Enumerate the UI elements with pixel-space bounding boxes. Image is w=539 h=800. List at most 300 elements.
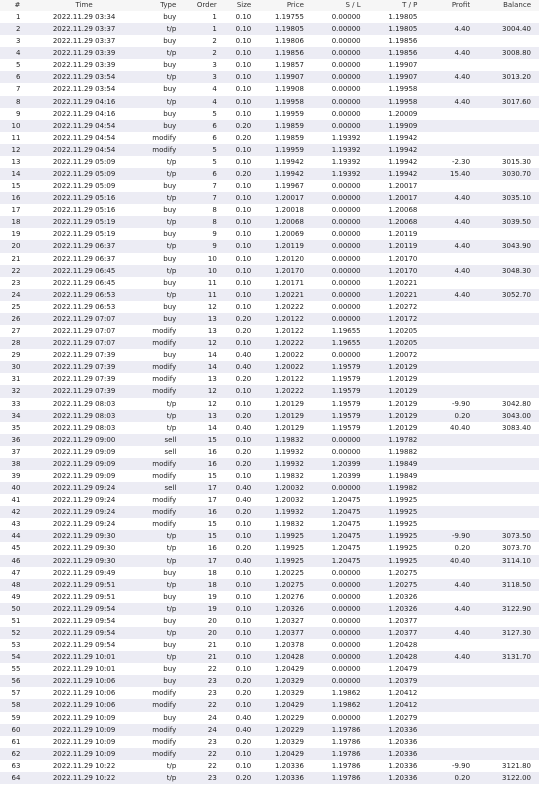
cell-num: 38 xyxy=(11,459,21,468)
cell-time: 2022.11.29 10:09 xyxy=(52,713,116,722)
table-row[interactable] xyxy=(0,265,539,277)
cell-balance xyxy=(474,11,539,23)
table-row[interactable] xyxy=(0,277,539,289)
cell-order: 22 xyxy=(207,749,217,758)
cell-time: 2022.11.29 07:39 xyxy=(52,387,116,396)
table-row[interactable] xyxy=(0,410,539,422)
cell-stop-loss: 0.00000 xyxy=(331,109,361,118)
cell-num: 63 xyxy=(11,761,21,770)
cell-balance xyxy=(474,615,539,627)
cell-order: 6 xyxy=(212,121,217,130)
cell-price: 1.20222 xyxy=(274,339,304,348)
table-row[interactable] xyxy=(0,772,539,784)
cell-take-profit: 1.20428 xyxy=(388,653,418,662)
cell-take-profit: 1.19907 xyxy=(388,73,418,82)
table-row[interactable] xyxy=(0,83,539,95)
header-balance[interactable]: Balance xyxy=(503,1,531,9)
cell-size: 0.20 xyxy=(235,411,252,420)
cell-balance xyxy=(474,180,539,192)
cell-type: buy xyxy=(163,121,177,130)
cell-take-profit: 1.20170 xyxy=(388,266,418,275)
cell-time: 2022.11.29 03:34 xyxy=(52,13,116,21)
table-row[interactable] xyxy=(0,228,539,240)
cell-profit: 40.40 xyxy=(450,423,471,432)
cell-size: 0.40 xyxy=(235,556,252,565)
cell-profit: 4.40 xyxy=(454,218,471,227)
cell-price: 1.20377 xyxy=(274,628,304,637)
table-row[interactable] xyxy=(0,470,539,482)
cell-profit: 4.40 xyxy=(454,242,471,251)
table-row[interactable] xyxy=(0,675,539,687)
cell-profit: 4.40 xyxy=(454,194,471,203)
cell-num: 33 xyxy=(11,399,21,408)
cell-profit xyxy=(419,325,474,337)
cell-time: 2022.11.29 07:39 xyxy=(52,375,116,384)
cell-price: 1.20225 xyxy=(274,568,304,577)
cell-profit: 4.40 xyxy=(454,97,471,106)
table-row[interactable] xyxy=(0,385,539,397)
cell-profit: 15.40 xyxy=(450,170,471,179)
cell-size: 0.20 xyxy=(235,544,252,553)
cell-time: 2022.11.29 09:51 xyxy=(52,592,116,601)
cell-price: 1.19755 xyxy=(274,13,304,21)
cell-price: 1.20378 xyxy=(274,641,304,650)
cell-time: 2022.11.29 10:09 xyxy=(52,749,116,758)
cell-take-profit: 1.19849 xyxy=(388,459,418,468)
cell-take-profit: 1.19849 xyxy=(388,471,418,480)
cell-balance xyxy=(474,35,539,47)
cell-profit xyxy=(419,748,474,760)
cell-num: 62 xyxy=(11,749,21,758)
cell-balance xyxy=(474,470,539,482)
table-row[interactable] xyxy=(0,240,539,252)
table-row[interactable] xyxy=(0,47,539,59)
cell-stop-loss: 0.00000 xyxy=(331,592,361,601)
cell-size: 0.10 xyxy=(235,568,252,577)
cell-stop-loss: 0.00000 xyxy=(331,13,361,21)
table-row[interactable] xyxy=(0,204,539,216)
cell-type: buy xyxy=(163,314,177,323)
cell-type: buy xyxy=(163,713,177,722)
cell-profit xyxy=(419,11,474,23)
cell-profit xyxy=(419,518,474,530)
cell-take-profit: 1.20336 xyxy=(388,749,418,758)
table-row[interactable] xyxy=(0,591,539,603)
cell-balance xyxy=(474,204,539,216)
cell-num: 52 xyxy=(11,628,21,637)
cell-type: modify xyxy=(152,749,177,758)
table-row[interactable] xyxy=(0,11,539,23)
cell-stop-loss: 0.00000 xyxy=(331,314,361,323)
cell-stop-loss: 1.20475 xyxy=(331,520,361,529)
cell-size: 0.20 xyxy=(235,447,252,456)
table-row[interactable] xyxy=(0,627,539,639)
cell-balance xyxy=(474,59,539,71)
table-row[interactable] xyxy=(0,253,539,265)
table-row[interactable] xyxy=(0,59,539,71)
cell-profit xyxy=(419,144,474,156)
table-row[interactable] xyxy=(0,458,539,470)
cell-balance xyxy=(474,724,539,736)
cell-balance xyxy=(474,120,539,132)
table-row[interactable] xyxy=(0,96,539,108)
cell-num: 61 xyxy=(11,737,21,746)
header-take-profit[interactable]: T / P xyxy=(402,1,418,9)
cell-order: 5 xyxy=(212,145,217,154)
table-header xyxy=(0,0,539,11)
cell-price: 1.20429 xyxy=(274,665,304,674)
cell-time: 2022.11.29 09:24 xyxy=(52,520,116,529)
cell-take-profit: 1.20221 xyxy=(388,290,418,299)
cell-profit: 4.40 xyxy=(454,73,471,82)
header-type[interactable]: Type xyxy=(160,1,177,9)
cell-type: buy xyxy=(163,37,177,46)
table-row[interactable] xyxy=(0,120,539,132)
table-row[interactable] xyxy=(0,567,539,579)
cell-order: 13 xyxy=(207,411,217,420)
table-row[interactable] xyxy=(0,301,539,313)
cell-order: 17 xyxy=(207,496,217,505)
cell-order: 20 xyxy=(207,616,217,625)
cell-profit: 4.40 xyxy=(454,628,471,637)
table-row[interactable] xyxy=(0,349,539,361)
cell-take-profit: 1.19925 xyxy=(388,508,418,517)
cell-type: t/p xyxy=(166,628,177,637)
cell-balance xyxy=(474,675,539,687)
cell-time: 2022.11.29 05:19 xyxy=(52,230,116,239)
table-row[interactable] xyxy=(0,325,539,337)
cell-stop-loss: 1.20399 xyxy=(331,459,361,468)
cell-balance xyxy=(474,132,539,144)
cell-order: 6 xyxy=(212,133,217,142)
table-row[interactable] xyxy=(0,699,539,711)
cell-profit xyxy=(419,59,474,71)
cell-stop-loss: 1.19579 xyxy=(331,363,361,372)
cell-size: 0.10 xyxy=(235,25,252,34)
table-row[interactable] xyxy=(0,494,539,506)
cell-size: 0.10 xyxy=(235,218,252,227)
cell-price: 1.19832 xyxy=(274,520,304,529)
cell-size: 0.10 xyxy=(235,206,252,215)
cell-profit xyxy=(419,35,474,47)
table-row[interactable] xyxy=(0,651,539,663)
table-row[interactable] xyxy=(0,748,539,760)
cell-order: 8 xyxy=(212,206,217,215)
cell-num: 41 xyxy=(11,496,21,505)
cell-stop-loss: 1.19579 xyxy=(331,423,361,432)
header-size[interactable]: Size xyxy=(236,1,252,9)
table-row[interactable] xyxy=(0,361,539,373)
cell-order: 12 xyxy=(207,339,217,348)
cell-type: t/p xyxy=(166,242,177,251)
cell-num: 27 xyxy=(11,327,21,336)
cell-time: 2022.11.29 03:39 xyxy=(52,61,116,70)
cell-take-profit: 1.19942 xyxy=(388,170,418,179)
table-row[interactable] xyxy=(0,373,539,385)
cell-type: buy xyxy=(163,85,177,94)
cell-time: 2022.11.29 10:09 xyxy=(52,737,116,746)
cell-time: 2022.11.29 04:16 xyxy=(52,97,116,106)
table-row[interactable] xyxy=(0,530,539,542)
cell-type: t/p xyxy=(166,423,177,432)
cell-type: modify xyxy=(152,145,177,154)
cell-type: buy xyxy=(163,302,177,311)
cell-type: t/p xyxy=(166,653,177,662)
cell-num: 58 xyxy=(11,701,21,710)
cell-price: 1.19959 xyxy=(274,145,304,154)
table-row[interactable] xyxy=(0,132,539,144)
cell-price: 1.19908 xyxy=(274,85,304,94)
cell-profit xyxy=(419,108,474,120)
cell-balance xyxy=(474,228,539,240)
cell-price: 1.20275 xyxy=(274,580,304,589)
cell-profit xyxy=(419,180,474,192)
cell-size: 0.10 xyxy=(235,278,252,287)
cell-profit xyxy=(419,639,474,651)
table-row[interactable] xyxy=(0,168,539,180)
table-row[interactable] xyxy=(0,289,539,301)
cell-take-profit: 1.19942 xyxy=(388,157,418,166)
cell-order: 9 xyxy=(212,230,217,239)
table-row[interactable] xyxy=(0,180,539,192)
cell-type: modify xyxy=(152,496,177,505)
cell-order: 15 xyxy=(207,435,217,444)
cell-balance xyxy=(474,349,539,361)
cell-order: 13 xyxy=(207,314,217,323)
cell-time: 2022.11.29 06:45 xyxy=(52,266,116,275)
cell-price: 1.20119 xyxy=(274,242,304,251)
cell-profit xyxy=(419,699,474,711)
cell-balance: 3017.60 xyxy=(502,97,531,106)
table-row[interactable] xyxy=(0,555,539,567)
table-row[interactable] xyxy=(0,192,539,204)
cell-size: 0.20 xyxy=(235,327,252,336)
cell-num: 46 xyxy=(11,556,21,565)
cell-time: 2022.11.29 05:19 xyxy=(52,218,116,227)
cell-balance xyxy=(474,373,539,385)
cell-time: 2022.11.29 09:30 xyxy=(52,544,116,553)
cell-num: 31 xyxy=(11,375,21,384)
cell-stop-loss: 1.19392 xyxy=(331,170,361,179)
cell-stop-loss: 0.00000 xyxy=(331,218,361,227)
cell-type: modify xyxy=(152,689,177,698)
header-stop-loss[interactable]: S / L xyxy=(345,1,361,9)
cell-type: modify xyxy=(152,387,177,396)
cell-order: 22 xyxy=(207,761,217,770)
cell-balance: 3013.20 xyxy=(502,73,531,82)
cell-balance xyxy=(474,591,539,603)
cell-price: 1.19832 xyxy=(274,435,304,444)
cell-num: 21 xyxy=(11,254,21,263)
cell-num: 17 xyxy=(11,206,21,215)
table-row[interactable] xyxy=(0,639,539,651)
cell-num: 37 xyxy=(11,447,21,456)
cell-time: 2022.11.29 06:37 xyxy=(52,242,116,251)
cell-order: 14 xyxy=(207,363,217,372)
cell-balance: 3042.80 xyxy=(502,399,531,408)
cell-size: 0.10 xyxy=(235,761,252,770)
table-row[interactable] xyxy=(0,482,539,494)
cell-size: 0.10 xyxy=(235,157,252,166)
table-row[interactable] xyxy=(0,434,539,446)
cell-stop-loss: 0.00000 xyxy=(331,677,361,686)
cell-time: 2022.11.29 10:22 xyxy=(52,761,116,770)
table-row[interactable] xyxy=(0,446,539,458)
cell-size: 0.10 xyxy=(235,628,252,637)
cell-balance xyxy=(474,639,539,651)
cell-stop-loss: 0.00000 xyxy=(331,302,361,311)
cell-stop-loss: 1.19579 xyxy=(331,387,361,396)
cell-take-profit: 1.19805 xyxy=(388,13,418,21)
table-row[interactable] xyxy=(0,108,539,120)
cell-stop-loss: 1.19786 xyxy=(331,749,361,758)
cell-take-profit: 1.20275 xyxy=(388,568,418,577)
cell-time: 2022.11.29 07:39 xyxy=(52,351,116,360)
cell-price: 1.20122 xyxy=(274,327,304,336)
cell-price: 1.19932 xyxy=(274,459,304,468)
cell-time: 2022.11.29 06:37 xyxy=(52,254,116,263)
cell-profit xyxy=(419,446,474,458)
cell-profit xyxy=(419,120,474,132)
cell-num: 20 xyxy=(11,242,21,251)
cell-take-profit: 1.20336 xyxy=(388,761,418,770)
header-price[interactable]: Price xyxy=(286,1,304,9)
cell-balance xyxy=(474,699,539,711)
cell-time: 2022.11.29 03:54 xyxy=(52,85,116,94)
cell-type: t/p xyxy=(166,290,177,299)
table-row[interactable] xyxy=(0,579,539,591)
cell-profit xyxy=(419,687,474,699)
cell-balance: 3073.50 xyxy=(502,532,531,541)
cell-time: 2022.11.29 09:54 xyxy=(52,604,116,613)
cell-price: 1.20428 xyxy=(274,653,304,662)
table-row[interactable] xyxy=(0,71,539,83)
cell-price: 1.20329 xyxy=(274,677,304,686)
cell-type: buy xyxy=(163,616,177,625)
cell-time: 2022.11.29 09:09 xyxy=(52,447,116,456)
cell-size: 0.10 xyxy=(235,749,252,758)
cell-balance: 3073.70 xyxy=(502,544,531,553)
cell-num: 64 xyxy=(11,773,21,782)
table-row[interactable] xyxy=(0,687,539,699)
cell-stop-loss: 0.00000 xyxy=(331,61,361,70)
cell-profit xyxy=(419,228,474,240)
cell-size: 0.20 xyxy=(235,375,252,384)
cell-size: 0.10 xyxy=(235,604,252,613)
cell-stop-loss: 0.00000 xyxy=(331,254,361,263)
table-row[interactable] xyxy=(0,760,539,772)
cell-take-profit: 1.20479 xyxy=(388,665,418,674)
cell-take-profit: 1.20279 xyxy=(388,713,418,722)
cell-price: 1.20032 xyxy=(274,496,304,505)
cell-balance xyxy=(474,687,539,699)
table-row[interactable] xyxy=(0,736,539,748)
cell-stop-loss: 0.00000 xyxy=(331,49,361,58)
table-row[interactable] xyxy=(0,506,539,518)
table-row[interactable] xyxy=(0,337,539,349)
table-row[interactable] xyxy=(0,23,539,35)
cell-order: 10 xyxy=(207,266,217,275)
cell-time: 2022.11.29 06:45 xyxy=(52,278,116,287)
table-row[interactable] xyxy=(0,313,539,325)
table-row[interactable] xyxy=(0,615,539,627)
cell-type: buy xyxy=(163,182,177,191)
cell-num: 57 xyxy=(11,689,21,698)
cell-price: 1.20336 xyxy=(274,773,304,782)
table-row[interactable] xyxy=(0,156,539,168)
cell-size: 0.10 xyxy=(235,182,252,191)
cell-num: 26 xyxy=(11,314,21,323)
cell-num: 3 xyxy=(15,37,21,46)
cell-price: 1.20068 xyxy=(274,218,304,227)
table-row[interactable] xyxy=(0,603,539,615)
header-profit[interactable]: Profit xyxy=(451,1,471,9)
cell-take-profit: 1.20326 xyxy=(388,604,418,613)
table-row[interactable] xyxy=(0,663,539,675)
cell-stop-loss: 1.19655 xyxy=(331,339,361,348)
cell-type: t/p xyxy=(166,25,177,34)
table-row[interactable] xyxy=(0,518,539,530)
table-row[interactable] xyxy=(0,35,539,47)
cell-balance xyxy=(474,361,539,373)
table-row[interactable] xyxy=(0,422,539,434)
cell-num: 40 xyxy=(11,484,21,493)
cell-type: t/p xyxy=(166,411,177,420)
table-row[interactable] xyxy=(0,144,539,156)
cell-price: 1.20276 xyxy=(274,592,304,601)
table-row[interactable] xyxy=(0,724,539,736)
table-row[interactable] xyxy=(0,216,539,228)
table-row[interactable] xyxy=(0,398,539,410)
cell-order: 11 xyxy=(207,278,217,287)
cell-profit xyxy=(419,591,474,603)
cell-num: 44 xyxy=(11,532,21,541)
cell-stop-loss: 1.20475 xyxy=(331,544,361,553)
cell-type: buy xyxy=(163,665,177,674)
cell-type: t/p xyxy=(166,604,177,613)
cell-take-profit: 1.20129 xyxy=(388,375,418,384)
header-time[interactable]: Time xyxy=(75,1,93,9)
cell-time: 2022.11.29 09:54 xyxy=(52,628,116,637)
cell-balance: 3127.30 xyxy=(502,628,531,637)
cell-type: t/p xyxy=(166,218,177,227)
table-row[interactable] xyxy=(0,712,539,724)
cell-price: 1.19805 xyxy=(274,25,304,34)
cell-order: 16 xyxy=(207,508,217,517)
cell-take-profit: 1.19907 xyxy=(388,61,418,70)
cell-price: 1.20326 xyxy=(274,604,304,613)
cell-time: 2022.11.29 06:53 xyxy=(52,302,116,311)
table-row[interactable] xyxy=(0,542,539,554)
header-order[interactable]: Order xyxy=(196,1,217,9)
cell-size: 0.10 xyxy=(235,701,252,710)
cell-order: 9 xyxy=(212,242,217,251)
cell-stop-loss: 0.00000 xyxy=(331,290,361,299)
header-num[interactable]: # xyxy=(14,1,21,9)
cell-profit: 4.40 xyxy=(454,49,471,58)
cell-size: 0.10 xyxy=(235,653,252,662)
cell-balance xyxy=(474,253,539,265)
cell-size: 0.10 xyxy=(235,73,252,82)
cell-take-profit: 1.19909 xyxy=(388,121,418,130)
cell-time: 2022.11.29 03:37 xyxy=(52,25,116,34)
cell-price: 1.20170 xyxy=(274,266,304,275)
cell-type: modify xyxy=(152,327,177,336)
cell-order: 12 xyxy=(207,302,217,311)
cell-take-profit: 1.20275 xyxy=(388,580,418,589)
cell-time: 2022.11.29 05:16 xyxy=(52,206,116,215)
cell-time: 2022.11.29 04:54 xyxy=(52,121,116,130)
